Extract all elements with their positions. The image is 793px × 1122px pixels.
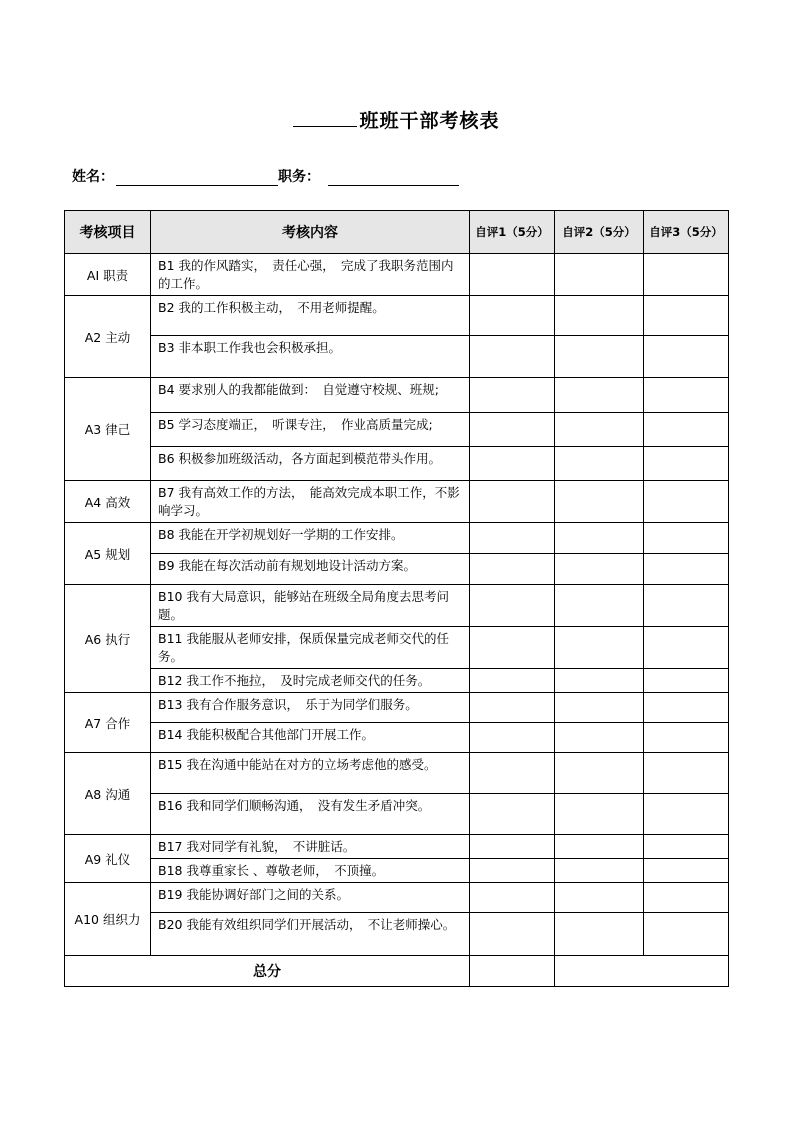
item-cell: A8 沟通 [65, 753, 151, 835]
score2-cell[interactable] [555, 413, 644, 447]
item-cell: A10 组织力 [65, 883, 151, 956]
score1-cell[interactable] [470, 296, 555, 336]
score3-cell[interactable] [644, 693, 729, 723]
content-cell: B14 我能积极配合其他部门开展工作。 [151, 723, 470, 753]
total-label: 总分 [65, 956, 470, 987]
score1-cell[interactable] [470, 859, 555, 883]
assessment-table [64, 210, 729, 987]
score3-cell[interactable] [644, 554, 729, 585]
score3-cell[interactable] [644, 723, 729, 753]
score1-cell[interactable] [470, 413, 555, 447]
score1-cell[interactable] [470, 378, 555, 413]
name-label: 姓名： [72, 169, 114, 185]
content-cell: B7 我有高效工作的方法， 能高效完成本职工作，不影响学习。 [151, 481, 470, 523]
content-cell: B17 我对同学有礼貌， 不讲脏话。 [151, 835, 470, 859]
content-cell: B12 我工作不拖拉， 及时完成老师交代的任务。 [151, 669, 470, 693]
table-row [65, 554, 729, 585]
table-row [65, 378, 729, 413]
table-row [65, 859, 729, 883]
item-cell: AI 职责 [65, 254, 151, 296]
duty-label: 职务： [278, 169, 320, 185]
table-row [65, 883, 729, 913]
score1-cell[interactable] [470, 693, 555, 723]
table-row [65, 413, 729, 447]
score3-cell[interactable] [644, 753, 729, 794]
score2-cell[interactable] [555, 859, 644, 883]
score3-cell[interactable] [644, 913, 729, 956]
header-score2: 自评2（5分） [555, 211, 644, 254]
table-row [65, 693, 729, 723]
header-item: 考核项目 [65, 211, 151, 254]
score3-cell[interactable] [644, 627, 729, 669]
table-body [65, 254, 729, 987]
table-row [65, 336, 729, 378]
table-row [65, 481, 729, 523]
score1-cell[interactable] [470, 753, 555, 794]
score2-cell[interactable] [555, 447, 644, 481]
content-cell: B1 我的作风踏实， 责任心强， 完成了我职务范围内的工作。 [151, 254, 470, 296]
table-row [65, 753, 729, 794]
item-cell: A9 礼仪 [65, 835, 151, 883]
score2-cell[interactable] [555, 554, 644, 585]
score3-cell[interactable] [644, 859, 729, 883]
score1-cell[interactable] [470, 585, 555, 627]
score2-cell[interactable] [555, 794, 644, 835]
content-cell: B15 我在沟通中能站在对方的立场考虑他的感受。 [151, 753, 470, 794]
content-cell: B8 我能在开学初规划好一学期的工作安排。 [151, 523, 470, 554]
table-row [65, 669, 729, 693]
score3-cell[interactable] [644, 254, 729, 296]
class-name-blank[interactable] [293, 110, 357, 127]
score1-cell[interactable] [470, 669, 555, 693]
score3-cell[interactable] [644, 883, 729, 913]
table-row [65, 296, 729, 336]
score1-cell[interactable] [470, 723, 555, 753]
content-cell: B5 学习态度端正， 听课专注， 作业高质量完成; [151, 413, 470, 447]
score1-cell[interactable] [470, 835, 555, 859]
content-cell: B16 我和同学们顺畅沟通， 没有发生矛盾冲突。 [151, 794, 470, 835]
info-row [72, 166, 459, 186]
score1-cell[interactable] [470, 554, 555, 585]
score3-cell[interactable] [644, 447, 729, 481]
content-cell: B10 我有大局意识，能够站在班级全局角度去思考问题。 [151, 585, 470, 627]
content-cell: B4 要求别人的我都能做到： 自觉遵守校规、班规; [151, 378, 470, 413]
title-text: 班班干部考核表 [359, 110, 500, 132]
table-row [65, 723, 729, 753]
score2-cell[interactable] [555, 378, 644, 413]
table-row [65, 523, 729, 554]
item-cell: A6 执行 [65, 585, 151, 693]
score3-cell[interactable] [644, 481, 729, 523]
table-row [65, 835, 729, 859]
score1-cell[interactable] [470, 523, 555, 554]
total-row [65, 956, 729, 987]
table-row [65, 447, 729, 481]
content-cell: B6 积极参加班级活动，各方面起到模范带头作用。 [151, 447, 470, 481]
score2-cell[interactable] [555, 296, 644, 336]
score3-cell[interactable] [644, 794, 729, 835]
score3-cell[interactable] [644, 585, 729, 627]
header-score1: 自评1（5分） [470, 211, 555, 254]
score3-cell[interactable] [644, 378, 729, 413]
total-score-cell[interactable] [470, 956, 555, 987]
score2-cell[interactable] [555, 693, 644, 723]
score1-cell[interactable] [470, 481, 555, 523]
score2-cell[interactable] [555, 481, 644, 523]
content-cell: B9 我能在每次活动前有规划地设计活动方案。 [151, 554, 470, 585]
score2-cell[interactable] [555, 336, 644, 378]
score2-cell[interactable] [555, 627, 644, 669]
header-content: 考核内容 [151, 211, 470, 254]
score1-cell[interactable] [470, 627, 555, 669]
score1-cell[interactable] [470, 447, 555, 481]
content-cell: B18 我尊重家长 、尊敬老师， 不顶撞。 [151, 859, 470, 883]
score2-cell[interactable] [555, 883, 644, 913]
header-score3: 自评3（5分） [644, 211, 729, 254]
item-cell: A2 主动 [65, 296, 151, 378]
score2-cell[interactable] [555, 585, 644, 627]
score2-cell[interactable] [555, 835, 644, 859]
page-title [0, 106, 793, 133]
score2-cell[interactable] [555, 723, 644, 753]
score1-cell[interactable] [470, 913, 555, 956]
score1-cell[interactable] [470, 336, 555, 378]
score3-cell[interactable] [644, 413, 729, 447]
score3-cell[interactable] [644, 835, 729, 859]
table-row [65, 585, 729, 627]
name-field[interactable] [116, 168, 278, 186]
score2-cell[interactable] [555, 753, 644, 794]
score2-cell[interactable] [555, 254, 644, 296]
table-row [65, 627, 729, 669]
score1-cell[interactable] [470, 883, 555, 913]
score3-cell[interactable] [644, 669, 729, 693]
item-cell: A7 合作 [65, 693, 151, 753]
score2-cell[interactable] [555, 523, 644, 554]
score1-cell[interactable] [470, 794, 555, 835]
table-header-row [65, 211, 729, 254]
score3-cell[interactable] [644, 296, 729, 336]
score2-cell[interactable] [555, 669, 644, 693]
item-cell: A5 规划 [65, 523, 151, 585]
content-cell: B19 我能协调好部门之间的关系。 [151, 883, 470, 913]
content-cell: B2 我的工作积极主动， 不用老师提醒。 [151, 296, 470, 336]
score3-cell[interactable] [644, 523, 729, 554]
table-row [65, 254, 729, 296]
score2-cell[interactable] [555, 913, 644, 956]
content-cell: B3 非本职工作我也会积极承担。 [151, 336, 470, 378]
score1-cell[interactable] [470, 254, 555, 296]
score3-cell[interactable] [644, 336, 729, 378]
content-cell: B13 我有合作服务意识， 乐于为同学们服务。 [151, 693, 470, 723]
duty-field[interactable] [328, 168, 459, 186]
table-row [65, 913, 729, 956]
item-cell: A4 高效 [65, 481, 151, 523]
content-cell: B11 我能服从老师安排，保质保量完成老师交代的任务。 [151, 627, 470, 669]
table-row [65, 794, 729, 835]
item-cell: A3 律己 [65, 378, 151, 481]
content-cell: B20 我能有效组织同学们开展活动， 不让老师操心。 [151, 913, 470, 956]
total-score-cell[interactable] [555, 956, 729, 987]
